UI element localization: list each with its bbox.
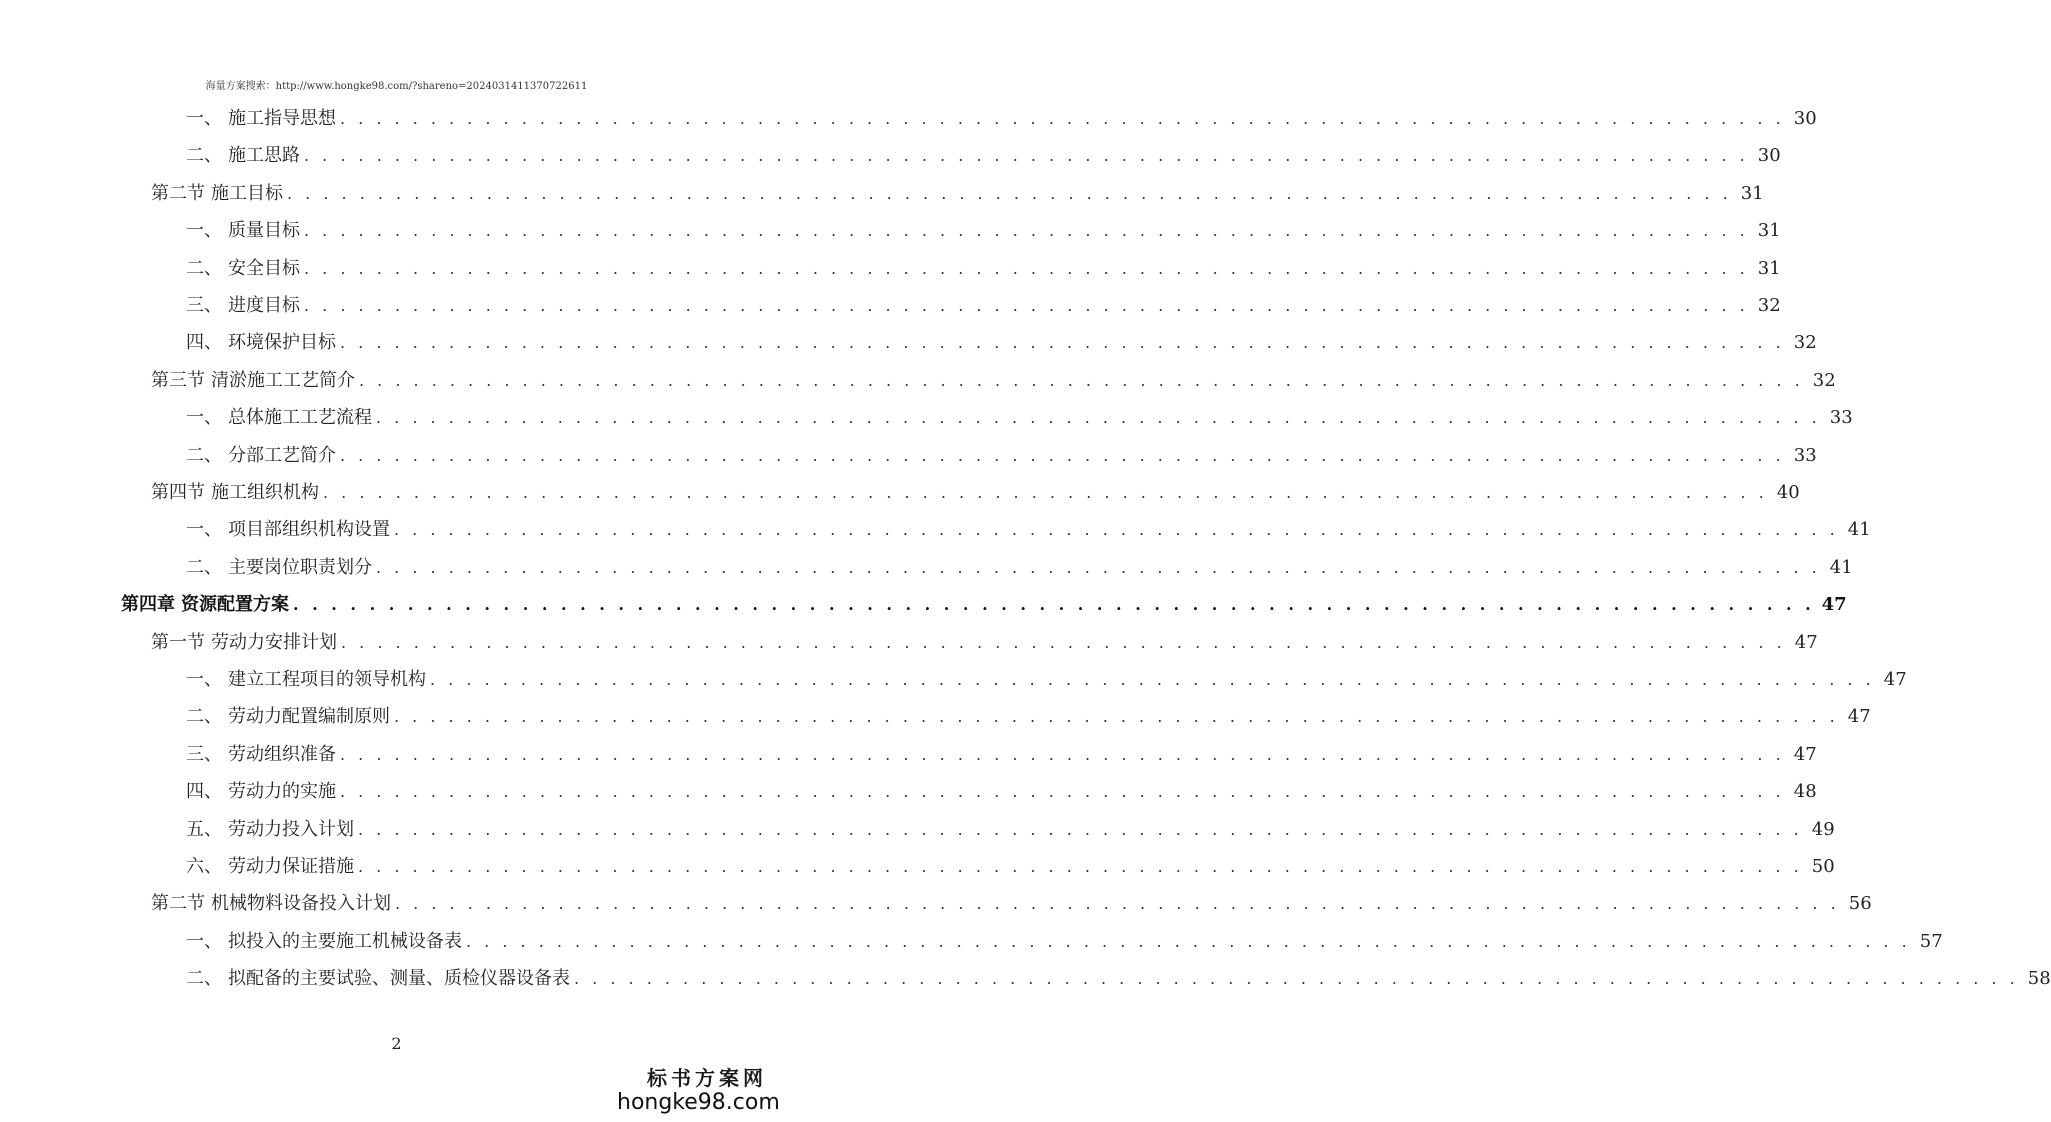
toc-subsection-entry[interactable]	[186, 328, 1817, 358]
toc-entry-page: 31	[1757, 258, 1781, 279]
toc-dot-leader: . . . . . . . . . . . . . . . . . . . . . . . . . . . . . . . . . . . . . . . . . . . . . . . . . . . . . . . . . . . . . . . . . . . . . . . . . . . . . . . .	[304, 259, 1749, 278]
toc-subsection-entry[interactable]	[186, 702, 1871, 732]
toc-entry-page: 50	[1811, 856, 1835, 877]
toc-entry-title: 安全目标	[228, 258, 300, 279]
toc-entry-title: 施工思路	[228, 145, 300, 166]
toc-entry-title: 拟配备的主要试验、测量、质检仪器设备表	[228, 968, 570, 989]
toc-dot-leader: . . . . . . . . . . . . . . . . . . . . . . . . . . . . . . . . . . . . . . . . . . . . . . . . . . . . . . . . . . . . . . . . . . . . . . . . . . . . . . . .	[304, 146, 1749, 165]
toc-subsection-entry[interactable]	[186, 777, 1817, 807]
toc-subsection-entry[interactable]	[186, 216, 1781, 246]
toc-dot-leader: . . . . . . . . . . . . . . . . . . . . . . . . . . . . . . . . . . . . . . . . . . . . . . . . . . . . . . . . . . . . . . . . . . . . . . . . . . . . . . . .	[466, 932, 1911, 951]
toc-subsection-entry[interactable]	[186, 291, 1781, 321]
toc-entry-page: 41	[1847, 519, 1871, 540]
toc-entry-page: 33	[1793, 445, 1817, 466]
toc-entry-number: 五、	[186, 819, 222, 840]
toc-entry-title: 总体施工工艺流程	[228, 407, 372, 428]
toc-subsection-entry[interactable]	[186, 927, 1943, 957]
toc-entry-page: 33	[1829, 407, 1853, 428]
toc-entry-title: 环境保护目标	[228, 332, 336, 353]
toc-section-entry[interactable]	[151, 628, 1818, 658]
toc-entry-page: 57	[1919, 931, 1943, 952]
toc-entry-title: 劳动组织准备	[228, 744, 336, 765]
toc-dot-leader: . . . . . . . . . . . . . . . . . . . . . . . . . . . . . . . . . . . . . . . . . . . . . . . . . . . . . . . . . . . . . . . . . . . . . . . . . . . . . . . .	[574, 969, 2019, 988]
toc-dot-leader: . . . . . . . . . . . . . . . . . . . . . . . . . . . . . . . . . . . . . . . . . . . . . . . . . . . . . . . . . . . . . . . . . . . . . . . . . . . . . . . .	[340, 333, 1785, 352]
toc-subsection-entry[interactable]	[186, 665, 1907, 695]
toc-entry-title: 资源配置方案	[181, 594, 289, 615]
toc-entry-title: 主要岗位职责划分	[228, 557, 372, 578]
toc-dot-leader: . . . . . . . . . . . . . . . . . . . . . . . . . . . . . . . . . . . . . . . . . . . . . . . . . . . . . . . . . . . . . . . . . . . . . . . . . . . . . . . .	[358, 820, 1803, 839]
toc-entry-page: 58	[2027, 968, 2051, 989]
toc-dot-leader: . . . . . . . . . . . . . . . . . . . . . . . . . . . . . . . . . . . . . . . . . . . . . . . . . . . . . . . . . . . . . . . . . . . . . . . . . . . . . . . .	[340, 782, 1785, 801]
toc-entry-number: 三、	[186, 744, 222, 765]
watermark-cn-text: 标书方案网	[647, 1066, 767, 1090]
toc-entry-title: 质量目标	[228, 220, 300, 241]
toc-entry-page: 32	[1757, 295, 1781, 316]
toc-entry-title: 劳动力投入计划	[228, 819, 354, 840]
toc-entry-page: 30	[1793, 108, 1817, 129]
toc-entry-title: 施工目标	[211, 183, 283, 204]
toc-entry-page: 49	[1811, 819, 1835, 840]
toc-entry-number: 二、	[186, 258, 222, 279]
toc-subsection-entry[interactable]	[186, 553, 1853, 583]
toc-entry-title: 施工组织机构	[211, 482, 319, 503]
toc-subsection-entry[interactable]	[186, 403, 1853, 433]
toc-entry-title: 施工指导思想	[228, 108, 336, 129]
toc-dot-leader: . . . . . . . . . . . . . . . . . . . . . . . . . . . . . . . . . . . . . . . . . . . . . . . . . . . . . . . . . . . . . . . . . . . . . . . . . . . . . . . .	[430, 670, 1875, 689]
toc-entry-number: 二、	[186, 557, 222, 578]
toc-section-entry[interactable]	[151, 366, 1836, 396]
toc-dot-leader: . . . . . . . . . . . . . . . . . . . . . . . . . . . . . . . . . . . . . . . . . . . . . . . . . . . . . . . . . . . . . . . . . . . . . . . . . . . . . . . .	[340, 446, 1785, 465]
watermark-en-text: hongke98.com	[617, 1090, 780, 1115]
page-header-url: 海量方案搜索：http://www.hongke98.com/?shareno=2024031411370722611	[205, 81, 588, 92]
toc-entry-title: 项目部组织机构设置	[228, 519, 390, 540]
toc-entry-title: 进度目标	[228, 295, 300, 316]
toc-subsection-entry[interactable]	[186, 141, 1781, 171]
toc-dot-leader: . . . . . . . . . . . . . . . . . . . . . . . . . . . . . . . . . . . . . . . . . . . . . . . . . . . . . . . . . . . . . . . . . . . . . . . . . . . . . . . .	[376, 408, 1821, 427]
toc-dot-leader: . . . . . . . . . . . . . . . . . . . . . . . . . . . . . . . . . . . . . . . . . . . . . . . . . . . . . . . . . . . . . . . . . . . . . . . . . . . . . . . .	[395, 894, 1840, 913]
toc-subsection-entry[interactable]	[186, 441, 1817, 471]
toc-entry-page: 41	[1829, 557, 1853, 578]
toc-entry-page: 31	[1757, 220, 1781, 241]
toc-entry-page: 32	[1793, 332, 1817, 353]
toc-entry-number: 四、	[186, 781, 222, 802]
toc-entry-number: 四、	[186, 332, 222, 353]
toc-entry-number: 三、	[186, 295, 222, 316]
toc-subsection-entry[interactable]	[186, 815, 1835, 845]
toc-entry-page: 56	[1848, 893, 1872, 914]
toc-dot-leader: . . . . . . . . . . . . . . . . . . . . . . . . . . . . . . . . . . . . . . . . . . . . . . . . . . . . . . . . . . . . . . . . . . . . . . . . . . . . . . . .	[340, 109, 1785, 128]
toc-entry-page: 47	[1847, 706, 1871, 727]
toc-entry-number: 第二节	[151, 183, 205, 204]
toc-dot-leader: . . . . . . . . . . . . . . . . . . . . . . . . . . . . . . . . . . . . . . . . . . . . . . . . . . . . . . . . . . . . . . . . . . . . . . . . . . . . . . . .	[358, 857, 1803, 876]
toc-entry-title: 拟投入的主要施工机械设备表	[228, 931, 462, 952]
toc-entry-title: 劳动力安排计划	[211, 632, 337, 653]
toc-section-entry[interactable]	[151, 478, 1800, 508]
toc-dot-leader: . . . . . . . . . . . . . . . . . . . . . . . . . . . . . . . . . . . . . . . . . . . . . . . . . . . . . . . . . . . . . . . . . . . . . . . . . . . . . . . .	[340, 745, 1785, 764]
toc-entry-title: 劳动力保证措施	[228, 856, 354, 877]
page-number: 2	[391, 1034, 402, 1053]
toc-entry-title: 清淤施工工艺简介	[211, 370, 355, 391]
toc-entry-page: 47	[1794, 632, 1818, 653]
toc-entry-page: 47	[1883, 669, 1907, 690]
toc-entry-number: 二、	[186, 445, 222, 466]
toc-entry-page: 48	[1793, 781, 1817, 802]
toc-subsection-entry[interactable]	[186, 515, 1871, 545]
toc-entry-number: 第四章	[121, 594, 175, 615]
toc-entry-title: 机械物料设备投入计划	[211, 893, 391, 914]
toc-entry-number: 六、	[186, 856, 222, 877]
site-watermark-logo	[617, 1066, 780, 1115]
toc-entry-number: 一、	[186, 669, 222, 690]
toc-subsection-entry[interactable]	[186, 104, 1817, 134]
toc-entry-page: 47	[1793, 744, 1817, 765]
toc-entry-number: 二、	[186, 968, 222, 989]
toc-entry-title: 劳动力配置编制原则	[228, 706, 390, 727]
toc-subsection-entry[interactable]	[186, 852, 1835, 882]
toc-chapter-entry[interactable]	[121, 590, 1847, 620]
toc-dot-leader: . . . . . . . . . . . . . . . . . . . . . . . . . . . . . . . . . . . . . . . . . . . . . . . . . . . . . . . . . . . . . . . . . . . . . . . . . . . . . . . .	[394, 707, 1839, 726]
toc-entry-number: 第一节	[151, 632, 205, 653]
toc-entry-number: 二、	[186, 706, 222, 727]
toc-entry-title: 建立工程项目的领导机构	[228, 669, 426, 690]
toc-dot-leader: . . . . . . . . . . . . . . . . . . . . . . . . . . . . . . . . . . . . . . . . . . . . . . . . . . . . . . . . . . . . . . . . . . . . . . . . . . . . . . . .	[376, 558, 1821, 577]
toc-subsection-entry[interactable]	[186, 740, 1817, 770]
toc-entry-number: 一、	[186, 931, 222, 952]
toc-subsection-entry[interactable]	[186, 254, 1781, 284]
toc-dot-leader: . . . . . . . . . . . . . . . . . . . . . . . . . . . . . . . . . . . . . . . . . . . . . . . . . . . . . . . . . . . . . . . . . . . . . . . . . . . . . . . .	[359, 371, 1804, 390]
toc-entry-number: 第三节	[151, 370, 205, 391]
toc-entry-number: 一、	[186, 220, 222, 241]
toc-entry-number: 一、	[186, 108, 222, 129]
toc-entry-page: 47	[1821, 594, 1847, 615]
toc-dot-leader: . . . . . . . . . . . . . . . . . . . . . . . . . . . . . . . . . . . . . . . . . . . . . . . . . . . . . . . . . . . . . . . . . . . . . . . . . . . . . . . .	[304, 221, 1749, 240]
toc-section-entry[interactable]	[151, 179, 1764, 209]
toc-entry-title: 分部工艺简介	[228, 445, 336, 466]
toc-subsection-entry[interactable]	[186, 964, 2051, 994]
toc-section-entry[interactable]	[151, 889, 1872, 919]
toc-dot-leader: . . . . . . . . . . . . . . . . . . . . . . . . . . . . . . . . . . . . . . . . . . . . . . . . . . . . . . . . . . . . . . . . . . . . . . . . . . . . . . . .	[323, 483, 1768, 502]
toc-entry-number: 第四节	[151, 482, 205, 503]
toc-dot-leader: . . . . . . . . . . . . . . . . . . . . . . . . . . . . . . . . . . . . . . . . . . . . . . . . . . . . . . . . . . . . . . . . . . . . . . . . . . . . . . . .	[394, 520, 1839, 539]
toc-dot-leader: . . . . . . . . . . . . . . . . . . . . . . . . . . . . . . . . . . . . . . . . . . . . . . . . . . . . . . . . . . . . . . . . . . . . . . . . . . . . . . . .	[293, 595, 1815, 614]
toc-entry-page: 31	[1740, 183, 1764, 204]
toc-dot-leader: . . . . . . . . . . . . . . . . . . . . . . . . . . . . . . . . . . . . . . . . . . . . . . . . . . . . . . . . . . . . . . . . . . . . . . . . . . . . . . . .	[304, 296, 1749, 315]
toc-entry-page: 32	[1812, 370, 1836, 391]
toc-dot-leader: . . . . . . . . . . . . . . . . . . . . . . . . . . . . . . . . . . . . . . . . . . . . . . . . . . . . . . . . . . . . . . . . . . . . . . . . . . . . . . . .	[287, 184, 1732, 203]
toc-entry-title: 劳动力的实施	[228, 781, 336, 802]
toc-dot-leader: . . . . . . . . . . . . . . . . . . . . . . . . . . . . . . . . . . . . . . . . . . . . . . . . . . . . . . . . . . . . . . . . . . . . . . . . . . . . . . . .	[341, 633, 1786, 652]
toc-entry-page: 30	[1757, 145, 1781, 166]
toc-entry-page: 40	[1776, 482, 1800, 503]
toc-entry-number: 一、	[186, 407, 222, 428]
toc-entry-number: 第二节	[151, 893, 205, 914]
toc-entry-number: 二、	[186, 145, 222, 166]
toc-entry-number: 一、	[186, 519, 222, 540]
